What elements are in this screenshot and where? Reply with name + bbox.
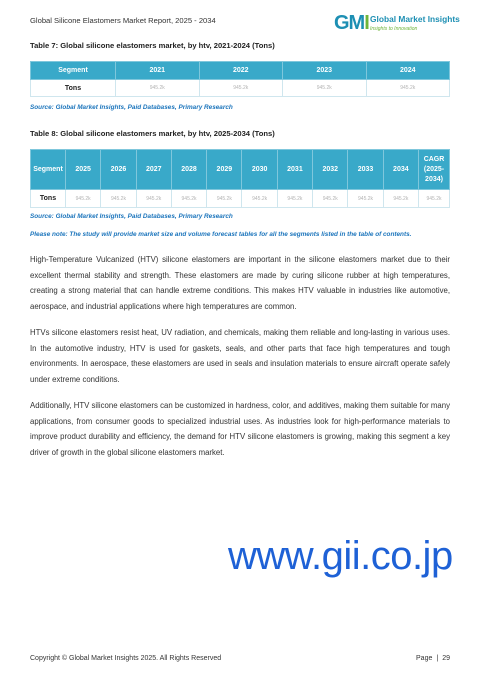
table8-header-cell: Segment (31, 150, 66, 190)
table8-header-cell: 2030 (242, 150, 277, 190)
table7-value-cell: 945.2k (283, 80, 367, 97)
table7-source: Source: Global Market Insights, Paid Databases, Primary Research (30, 104, 233, 111)
logo-mark: GMI (334, 12, 369, 34)
table7-caption: Table 7: Global silicone elastomers market, by htv, 2021-2024 (Tons) (30, 41, 275, 50)
document-title: Global Silicone Elastomers Market Report, 2025 - 2034 (30, 16, 216, 25)
table7-header-cell: 2023 (283, 62, 367, 80)
table8-header-cell: 2027 (136, 150, 171, 190)
table7-header-cell: 2022 (199, 62, 283, 80)
gmi-logo (334, 12, 460, 38)
table-row (31, 80, 450, 97)
logo-name: Global Market Insights (370, 14, 460, 24)
table8-value-cell: 945.2k (136, 190, 171, 208)
table8-value-cell: 945.2k (242, 190, 277, 208)
table7-header-cell: 2024 (366, 62, 450, 80)
logo-tagline: Insights to Innovation (370, 26, 418, 32)
page-number: 29 (442, 655, 450, 662)
table8-value-cell: 945.2k (66, 190, 101, 208)
body-paragraph: HTVs silicone elastomers resist heat, UV radiation, and chemicals, making them reliable and long-lasting in various uses. In the automotive industry, HTV is used for gaskets, seals, and other parts that face high temperatures and tough environments. In aerospace, these elastomers are used in seals and insulation materials to ensure aircraft operate safely under extreme conditions. (30, 328, 450, 384)
watermark: www.gii.co.jp (228, 534, 453, 578)
table-row (31, 190, 450, 208)
table8-value-cell: 945.2k (207, 190, 242, 208)
table7-value-cell: 945.2k (199, 80, 283, 97)
table7 (30, 61, 450, 97)
table7-header-row (31, 62, 450, 80)
table7-header-cell: 2021 (116, 62, 200, 80)
table8-value-cell: 945.2k (313, 190, 348, 208)
table8-source: Source: Global Market Insights, Paid Databases, Primary Research (30, 213, 233, 220)
body-paragraph: High-Temperature Vulcanized (HTV) silicone elastomers are important in the silicone elastomers market due to their excellent thermal stability and strength. These elastomers are made by curing silicone rubber at high temperatures, creating a strong material that can handle extreme conditions. This makes HTV valuable in industries like automotive, aerospace, and industrial applications where high temperatures are common. (30, 255, 450, 311)
table8-value-cell: 945.2k (383, 190, 418, 208)
table8-value-cell: 945.2k (419, 190, 450, 208)
table8-header-cell: 2028 (171, 150, 206, 190)
footer-copyright: Copyright © Global Market Insights 2025. All Rights Reserved (30, 655, 222, 662)
table7-header-cell: Segment (31, 62, 116, 80)
table8-value-cell: 945.2k (348, 190, 383, 208)
table7-value-cell: 945.2k (366, 80, 450, 97)
table7-segment-cell: Tons (31, 80, 116, 97)
table8-header-cell: 2025 (66, 150, 101, 190)
table8-header-cell: 2032 (313, 150, 348, 190)
table8-header-cell: 2034 (383, 150, 418, 190)
table8-header-cell: 2026 (101, 150, 136, 190)
table8-value-cell: 945.2k (101, 190, 136, 208)
table8-header-row (31, 150, 450, 190)
table8-caption: Table 8: Global silicone elastomers market, by htv, 2025-2034 (Tons) (30, 129, 275, 138)
table8-header-cell: CAGR (2025-2034) (419, 150, 450, 190)
table8-header-cell: 2029 (207, 150, 242, 190)
table7-value-cell: 945.2k (116, 80, 200, 97)
table8-value-cell: 945.2k (171, 190, 206, 208)
table8-header-cell: 2031 (277, 150, 312, 190)
forecast-note: Please note: The study will provide market size and volume forecast tables for all the segments listed in the table of contents. (30, 231, 412, 238)
page-label: Page (416, 655, 433, 662)
table8-value-cell: 945.2k (277, 190, 312, 208)
table8-segment-cell: Tons (31, 190, 66, 208)
table8 (30, 149, 450, 208)
table8-header-cell: 2033 (348, 150, 383, 190)
body-paragraph: Additionally, HTV silicone elastomers can be customized in hardness, color, and additives, making them suitable for many applications, from consumer goods to specialized industrial uses. As industries look for high-performance materials to improve product durability and efficiency, the demand for HTV silicone elastomers is growing, making this segment a key driver of growth in the global silicone elastomers market. (30, 401, 450, 457)
footer-page: Page | 29 (416, 655, 450, 662)
